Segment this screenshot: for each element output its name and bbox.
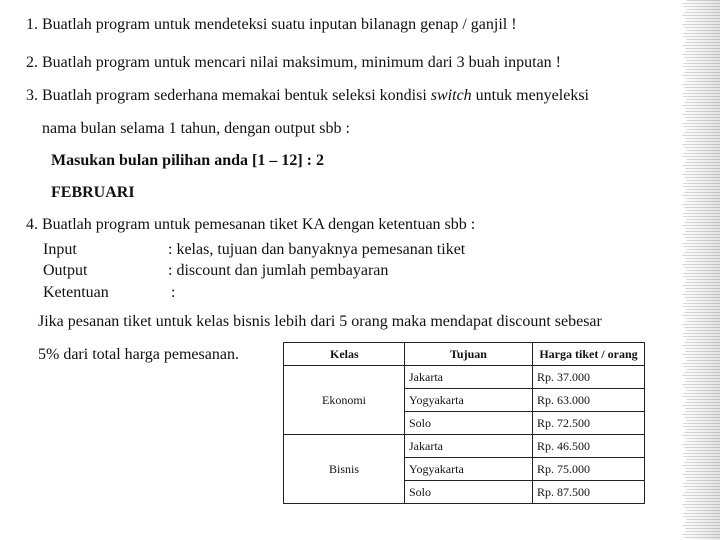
input-value: : kelas, tujuan dan banyaknya pemesanan tiket (168, 241, 466, 258)
question-3-line-2: nama bulan selama 1 tahun, dengan output sbb : (42, 120, 350, 137)
input-label: Input (43, 241, 77, 258)
ticket-price-table (283, 342, 645, 504)
destination-cell: Solo (405, 481, 533, 504)
question-3-switch-keyword: switch (430, 87, 472, 104)
class-ekonomi: Ekonomi (284, 366, 405, 435)
destination-cell: Solo (405, 412, 533, 435)
question-4: 4. Buatlah program untuk pemesanan tiket KA dengan ketentuan sbb : (26, 216, 476, 233)
question-3-suffix: untuk menyeleksi (471, 87, 589, 104)
table-row (284, 366, 645, 389)
rule-text-line-2: 5% dari total harga pemesanan. (38, 346, 239, 363)
question-2: 2. Buatlah program untuk mencari nilai maksimum, minimum dari 3 buah inputan ! (26, 54, 562, 71)
destination-cell: Yogyakarta (405, 458, 533, 481)
rule-colon: : (171, 284, 176, 301)
header-kelas: Kelas (284, 343, 405, 366)
table-row (284, 435, 645, 458)
example-input: Masukan bulan pilihan anda [1 – 12] : 2 (51, 152, 324, 169)
price-cell: Rp. 37.000 (533, 366, 645, 389)
rule-text-line-1: Jika pesanan tiket untuk kelas bisnis lebih dari 5 orang maka mendapat discount sebesar (38, 313, 602, 330)
question-1: 1. Buatlah program untuk mendeteksi suatu inputan bilanagn genap / ganjil ! (26, 16, 517, 33)
decorative-edge (682, 0, 720, 540)
example-output: FEBRUARI (51, 184, 135, 201)
class-bisnis: Bisnis (284, 435, 405, 504)
question-3 (26, 86, 589, 106)
price-cell: Rp. 46.500 (533, 435, 645, 458)
question-3-prefix: 3. Buatlah program sederhana memakai bentuk seleksi kondisi (26, 87, 431, 104)
destination-cell: Jakarta (405, 366, 533, 389)
price-cell: Rp. 87.500 (533, 481, 645, 504)
price-cell: Rp. 63.000 (533, 389, 645, 412)
table-header-row (284, 343, 645, 366)
header-harga: Harga tiket / orang (533, 343, 645, 366)
destination-cell: Yogyakarta (405, 389, 533, 412)
price-cell: Rp. 72.500 (533, 412, 645, 435)
price-cell: Rp. 75.000 (533, 458, 645, 481)
header-tujuan: Tujuan (405, 343, 533, 366)
output-label: Output (43, 262, 88, 279)
destination-cell: Jakarta (405, 435, 533, 458)
output-value: : discount dan jumlah pembayaran (168, 262, 389, 279)
rule-label: Ketentuan (43, 284, 109, 301)
